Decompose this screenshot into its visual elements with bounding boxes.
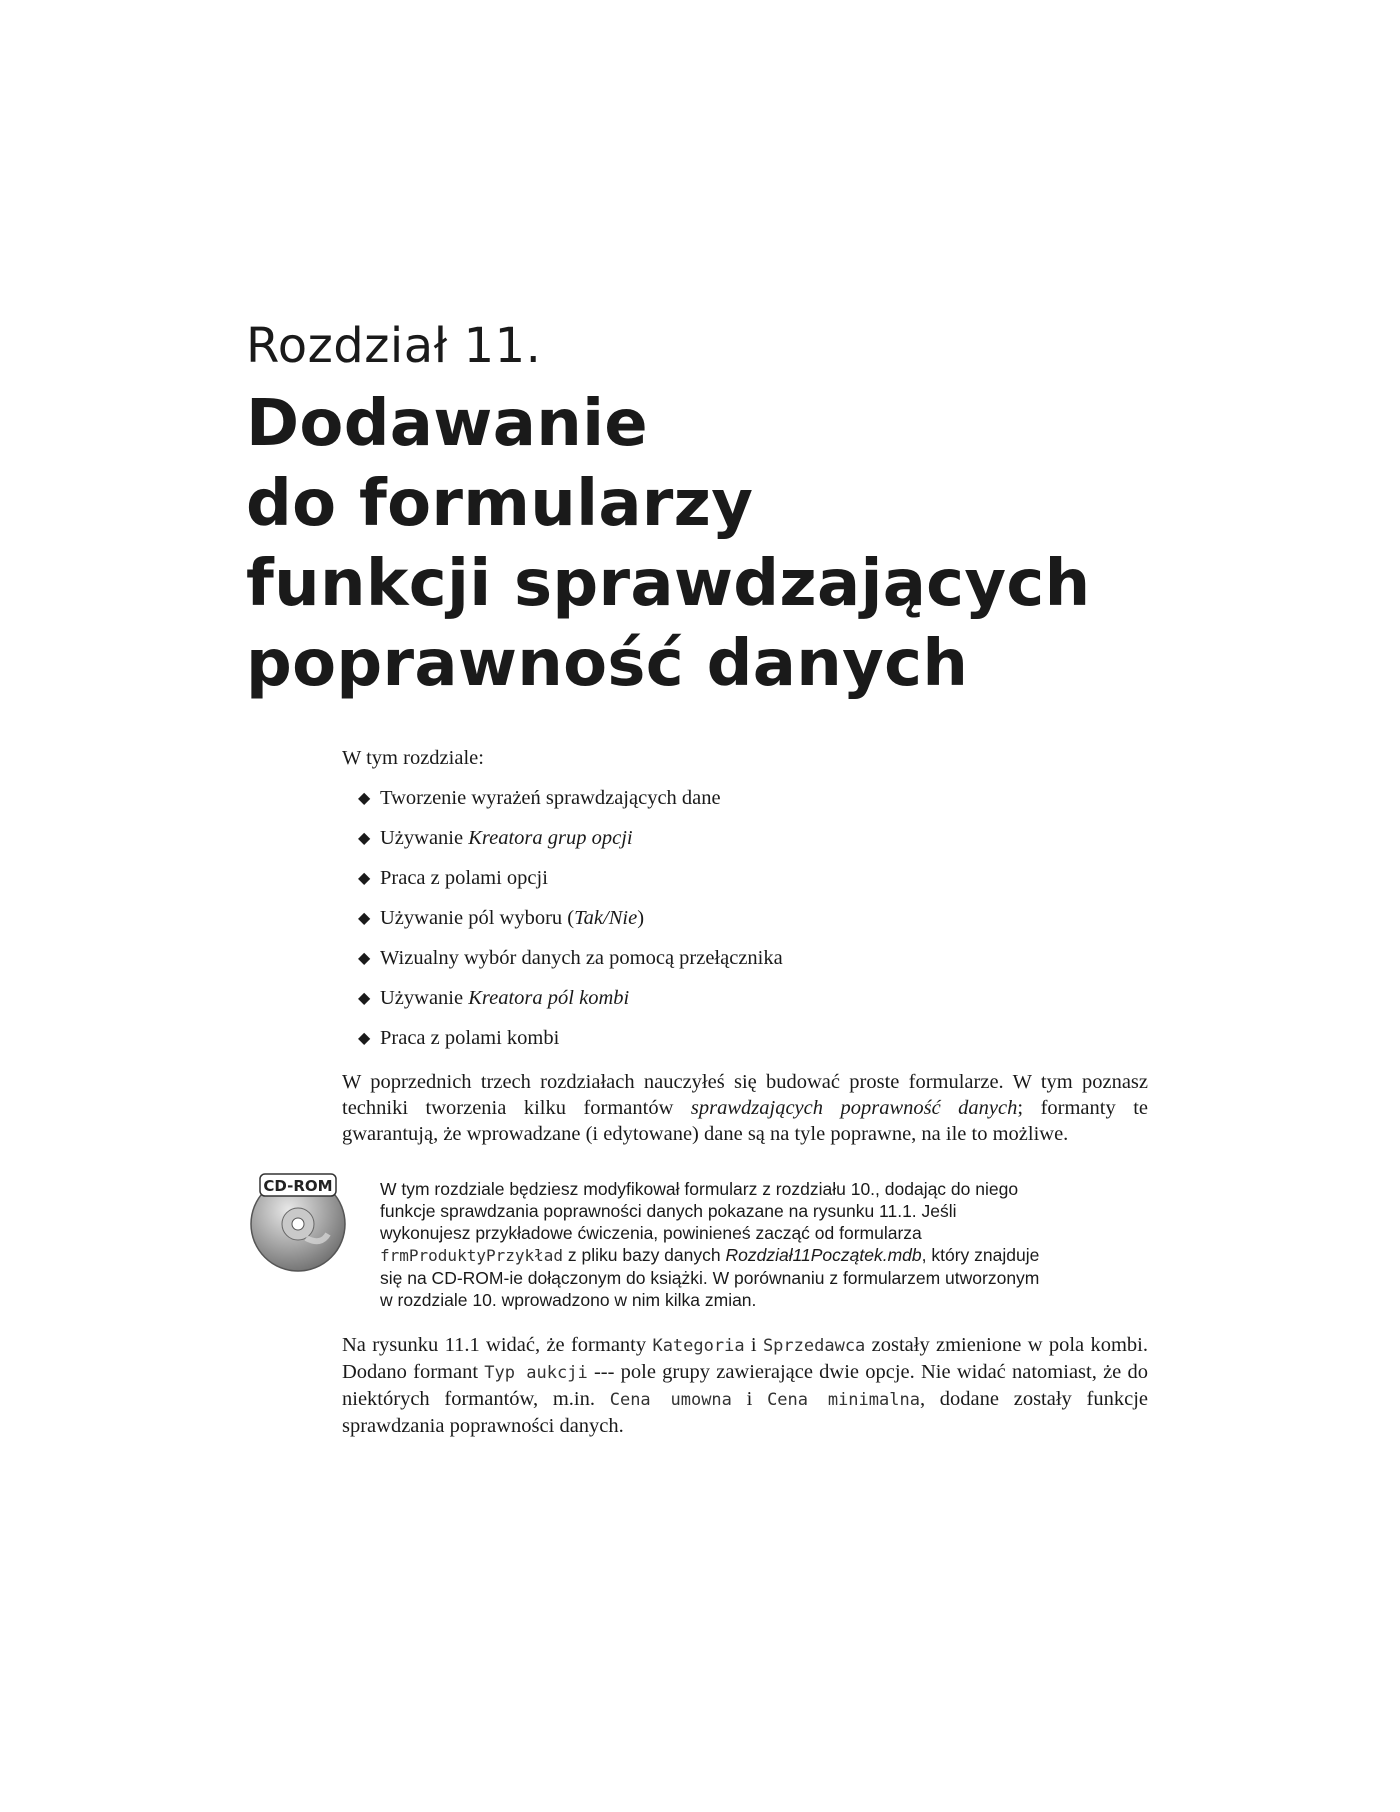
diamond-bullet-icon: ◆ <box>358 910 371 927</box>
diamond-bullet-icon: ◆ <box>358 830 371 847</box>
topic-list <box>342 785 1148 1065</box>
chapter-title <box>246 384 1091 704</box>
body-paragraph: Na rysunku 11.1 widać, że formanty Kategoria i Sprzedawca zostały zmienione w pola kombi. Dodano formant Typ aukcji --- pole grupy zawierające dwie opcje. Nie widać natomiast, że do niektórych formantów, m.in. Cena umowna i Cena minimalna, dodane zostały funkcje sprawdzania poprawności danych. <box>342 1334 1148 1437</box>
intro-text: W tym rozdziale: <box>342 747 484 769</box>
diamond-bullet-icon: ◆ <box>358 870 371 887</box>
diamond-bullet-icon: ◆ <box>358 1030 371 1047</box>
list-item: ◆ Tworzenie wyrażeń sprawdzających dane <box>342 785 1148 825</box>
note-text: W tym rozdziale będziesz modyfikował formularz z rozdziału 10., dodając do niego funkcje sprawdzania poprawności danych pokazane na rysunku 11.1. Jeśli wykonujesz przykładowe ćwiczenia, powinieneś zacząć od formularza frmProduktyPrzykład z pliku bazy danych Rozdział11Początek.mdb, który znajduje się na CD-ROM-ie dołączonym do książki. W porównaniu z formularzem utworzonym w rozdziale 10. wprowadzono w nim kilka zmian. <box>380 1179 1040 1310</box>
list-item: ◆ Praca z polami opcji <box>342 865 1148 905</box>
title-line: do formularzy <box>246 467 754 541</box>
diamond-bullet-icon: ◆ <box>358 990 371 1007</box>
body-paragraph: W poprzednich trzech rozdziałach nauczyłeś się budować proste formularze. W tym poznasz techniki tworzenia kilku formantów sprawdzających poprawność danych; formanty te gwarantują, że wprowadzane (i edytowane) dane są na tyle poprawne, na ile to możliwe. <box>342 1071 1148 1145</box>
cd-rom-note <box>246 1168 1148 1318</box>
cd-rom-icon <box>246 1168 352 1274</box>
title-line: Dodawanie <box>246 387 649 461</box>
diamond-bullet-icon: ◆ <box>358 950 371 967</box>
title-line: poprawność danych <box>246 627 969 701</box>
title-line: funkcji sprawdzających <box>246 547 1091 621</box>
diamond-bullet-icon: ◆ <box>358 790 371 807</box>
list-item: ◆ Wizualny wybór danych za pomocą przełącznika <box>342 945 1148 985</box>
chapter-content <box>342 745 1148 1147</box>
cd-rom-label: CD-ROM <box>263 1177 333 1195</box>
list-item: ◆ Używanie pól wyboru (Tak/Nie) <box>342 905 1148 945</box>
list-item: ◆ Używanie Kreatora pól kombi <box>342 985 1148 1025</box>
chapter-label: Rozdział 11. <box>246 318 542 374</box>
list-item: ◆ Używanie Kreatora grup opcji <box>342 825 1148 865</box>
list-item: ◆ Praca z polami kombi <box>342 1025 1148 1065</box>
